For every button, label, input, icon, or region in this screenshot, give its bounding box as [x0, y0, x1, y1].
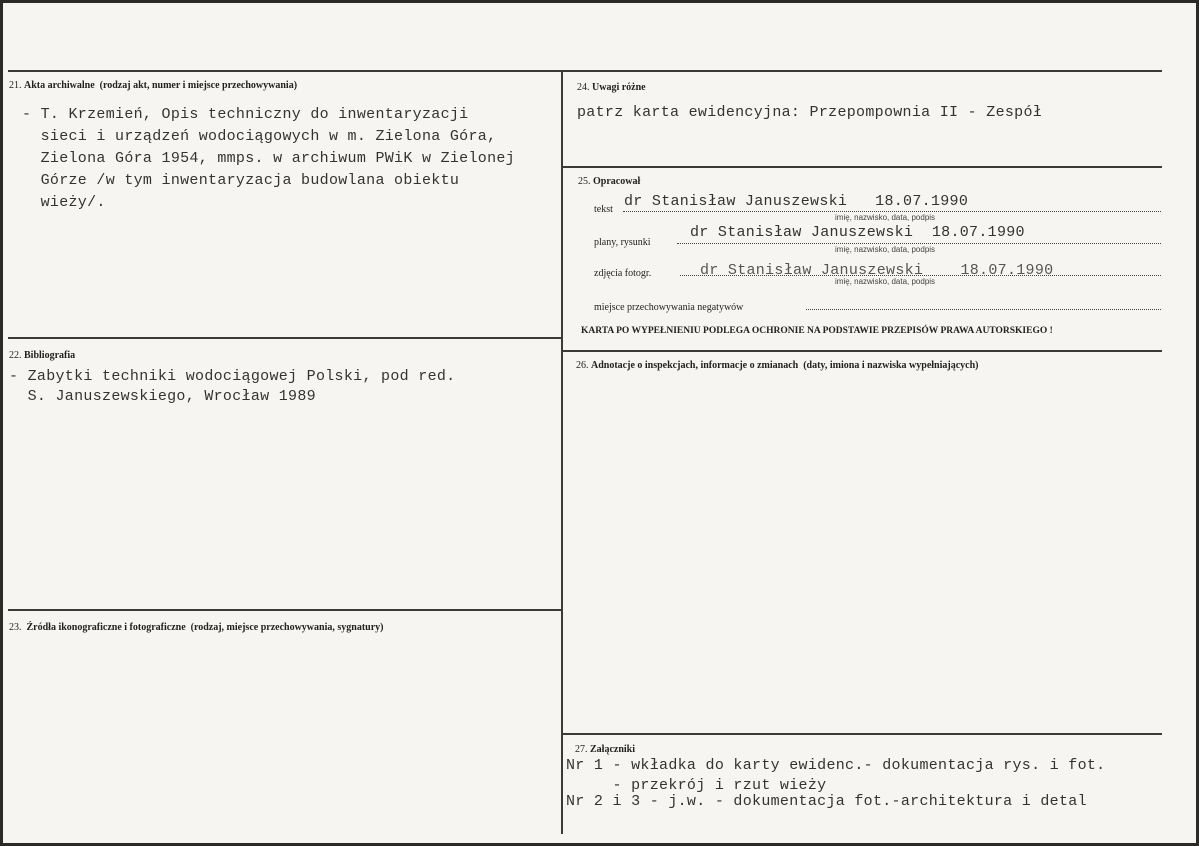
rule-right-2: [562, 350, 1162, 352]
section-24-text: patrz karta ewidencyjna: Przepompownia II - Zespół: [577, 104, 1043, 121]
row-tekst-value: dr Stanisław Januszewski 18.07.1990: [624, 193, 969, 210]
section-24-heading: [577, 82, 646, 93]
section-21-subtitle: (rodzaj akt, numer i miejsce przechowywania): [99, 80, 298, 91]
section-27-line-3: Nr 2 i 3 - j.w. - dokumentacja fot.-architektura i detal: [566, 793, 1087, 810]
section-22-heading: [9, 350, 75, 361]
section-25-heading: [578, 176, 640, 187]
row-negatywy-label: miejsce przechowywania negatywów: [594, 302, 744, 313]
rule-left-2: [8, 609, 562, 611]
section-21-line-2: sieci i urządzeń wodociągowych w m. Zielona Góra,: [22, 128, 497, 145]
section-27-line-2: - przekrój i rzut wieży: [566, 777, 827, 794]
row-tekst-dotted-line: [623, 211, 1161, 212]
section-21-line-3: Zielona Góra 1954, mmps. w archiwum PWiK w Zielonej: [22, 150, 515, 167]
section-26-title: Adnotacje o inspekcjach, informacje o zmianach: [591, 360, 799, 371]
section-23-subtitle: (rodzaj, miejsce przechowywania, sygnatury): [190, 622, 384, 633]
row-plany-label: plany, rysunki: [594, 237, 651, 248]
row-negatywy-dotted-line: [806, 309, 1161, 310]
rule-left-1: [8, 337, 562, 339]
row-tekst-label: tekst: [594, 204, 613, 215]
section-22-line-1: - Zabytki techniki wodociągowej Polski, pod red.: [9, 368, 456, 385]
section-25-number: 25.: [578, 176, 591, 187]
section-27-title: Załączniki: [590, 744, 636, 755]
section-26-subtitle: (daty, imiona i nazwiska wypełniających): [803, 360, 979, 371]
copyright-notice: KARTA PO WYPEŁNIENIU PODLEGA OCHRONIE NA PODSTAWIE PRZEPISÓW PRAWA AUTORSKIEGO !: [581, 326, 1053, 336]
row-plany-value: dr Stanisław Januszewski 18.07.1990: [690, 224, 1025, 241]
row-zdjecia-hint: imię, nazwisko, data, podpis: [835, 277, 936, 286]
section-25-title: Opracował: [593, 176, 641, 187]
section-22-title: Bibliografia: [24, 350, 76, 361]
row-zdjecia-value: dr Stanisław Januszewski 18.07.1990: [700, 262, 1054, 279]
section-26-heading: [576, 360, 979, 371]
section-23-title: Źródła ikonograficzne i fotograficzne: [26, 622, 186, 633]
section-21-title: Akta archiwalne: [24, 80, 95, 91]
section-21-heading: [9, 80, 297, 91]
column-divider: [561, 70, 563, 834]
row-tekst-hint: imię, nazwisko, data, podpis: [835, 213, 936, 222]
section-21-line-1: - T. Krzemień, Opis techniczny do inwentaryzacji: [22, 106, 469, 123]
rule-right-3: [562, 733, 1162, 735]
section-23-heading: [9, 622, 383, 633]
section-21-line-4: Górze /w tym inwentaryzacja budowlana obiektu: [22, 172, 460, 189]
row-plany-hint: imię, nazwisko, data, podpis: [835, 245, 936, 254]
section-22-line-2: S. Januszewskiego, Wrocław 1989: [9, 388, 316, 405]
section-24-number: 24.: [577, 82, 590, 93]
section-27-number: 27.: [575, 744, 588, 755]
section-21-line-5: wieży/.: [22, 194, 106, 211]
rule-right-1: [562, 166, 1162, 168]
row-zdjecia-label: zdjęcia fotogr.: [594, 268, 652, 279]
section-26-number: 26.: [576, 360, 589, 371]
section-27-line-1: Nr 1 - wkładka do karty ewidenc.- dokumentacja rys. i fot.: [566, 757, 1106, 774]
section-23-number: 23.: [9, 622, 22, 633]
top-rule: [8, 70, 1162, 72]
section-24-title: Uwagi różne: [592, 82, 646, 93]
section-22-number: 22.: [9, 350, 22, 361]
section-27-heading: [575, 744, 635, 755]
row-plany-dotted-line: [677, 243, 1161, 244]
row-zdjecia-dotted-line: [680, 275, 1161, 276]
section-21-number: 21.: [9, 80, 22, 91]
